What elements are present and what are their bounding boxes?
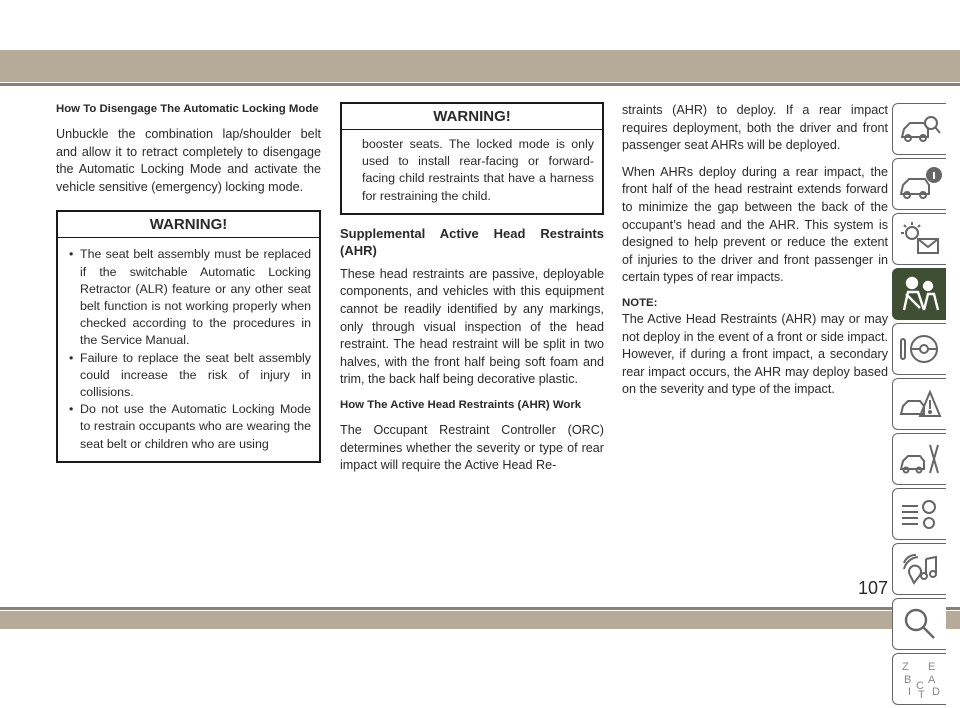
index-letter: T: [917, 689, 925, 699]
note-text: The Active Head Restraints (AHR) may or may not deploy in the event of a front or side impact. However, if during a front impact, a secondary rear impact occurs, the AHR may deploy based on the severity and type of the impact.: [622, 311, 888, 397]
column-1: [56, 102, 321, 473]
warning-box-1: [56, 210, 321, 462]
tab-specifications[interactable]: [892, 488, 946, 540]
warning-item: • The seat belt assembly must be replaced if the switchable Automatic Locking Retractor (ALR) feature or any other seat belt function is not working properly when checked according to the procedures in the Service Manual.: [66, 246, 311, 349]
paragraph-ahr: These head restraints are passive, deployable components, and vehicles with this equipment cannot be readily identified by any markings, only through visual inspection of the head restraint. The head restraint will be split in two halves, with the front half being soft foam and trim, the back half being decorative plastic.: [340, 266, 604, 387]
index-letter: C: [915, 680, 924, 692]
index-letter: E: [927, 661, 935, 673]
car-search-icon: [898, 109, 942, 149]
safety-seatbelt-icon: [898, 274, 942, 314]
tab-servicing[interactable]: [892, 433, 946, 485]
search-icon: [898, 604, 942, 644]
tab-search[interactable]: [892, 598, 946, 650]
warning-box-2: [340, 102, 604, 215]
warning-item: • Do not use the Automatic Locking Mode to restrain occupants who are wearing the seat belt or children who are using: [66, 401, 311, 453]
tab-starting-driving[interactable]: [892, 323, 946, 375]
chapter-tabs: [892, 103, 950, 708]
index-letter: A: [927, 674, 935, 686]
tab-safety[interactable]: [892, 268, 946, 320]
warning-triangle-icon: [898, 384, 942, 424]
warning-title: WARNING!: [342, 104, 602, 130]
car-info-icon: [898, 164, 942, 204]
note-label: NOTE:: [622, 296, 658, 309]
column-2: [340, 102, 604, 484]
tab-getting-to-know[interactable]: [892, 103, 946, 155]
paragraph-deploy: straints (AHR) to deploy. If a rear impact requires deployment, both the driver and front passenger seat AHRs will be deployed.: [622, 103, 888, 153]
paragraph-rear-impact: When AHRs deploy during a rear impact, the front half of the head restraint extends forward to minimize the gap between the back of the occupant’s head and the AHR. This system is designed to help prevent or reduce the extent of injuries to the driver and front passenger in certain types of rear impacts.: [622, 164, 888, 285]
paragraph-disengage: Unbuckle the combination lap/shoulder belt and allow it to retract completely to disengage the Automatic Locking Mode and activate the vehicle sensitive (emergency) locking mode.: [56, 127, 321, 194]
paragraph-orc: The Occupant Restraint Controller (ORC) determines whether the severity or type of rear impact will require the Active Head Re-: [340, 422, 604, 473]
car-service-icon: [898, 439, 942, 479]
subheading-ahr-work: How The Active Head Restraints (AHR) Work: [340, 398, 582, 411]
index-letter: I: [907, 686, 911, 698]
dashboard-lights-icon: [898, 219, 942, 259]
section-heading-ahr: Supplemental Active Head Restraints (AHR): [340, 225, 604, 258]
index-letter: D: [931, 686, 940, 698]
tab-index[interactable]: [892, 653, 946, 705]
warning-title: WARNING!: [58, 212, 319, 238]
index-letter: Z: [901, 661, 909, 673]
bottom-band: [0, 611, 960, 629]
subheading-disengage: How To Disengage The Automatic Locking Mode: [56, 103, 319, 115]
warning-list: [58, 238, 319, 460]
top-band: [0, 50, 960, 82]
page-number: 107: [858, 578, 889, 598]
starting-driving-icon: [898, 329, 942, 369]
column-3: [622, 102, 888, 408]
specifications-icon: [898, 494, 942, 534]
warning-item: • Failure to replace the seat belt assembly could increase the risk of injury in collisions.: [66, 350, 311, 402]
index-icon: [898, 659, 942, 699]
warning-continuation: booster seats. The locked mode is only used to install rear-facing or forward-facing child restraints that have a harness for restraining the child.: [362, 137, 594, 203]
tab-multimedia[interactable]: [892, 543, 946, 595]
multimedia-icon: [898, 549, 942, 589]
index-letter: B: [903, 674, 911, 686]
tab-vehicle-info[interactable]: [892, 158, 946, 210]
tab-emergency[interactable]: [892, 378, 946, 430]
tab-dashboard[interactable]: [892, 213, 946, 265]
